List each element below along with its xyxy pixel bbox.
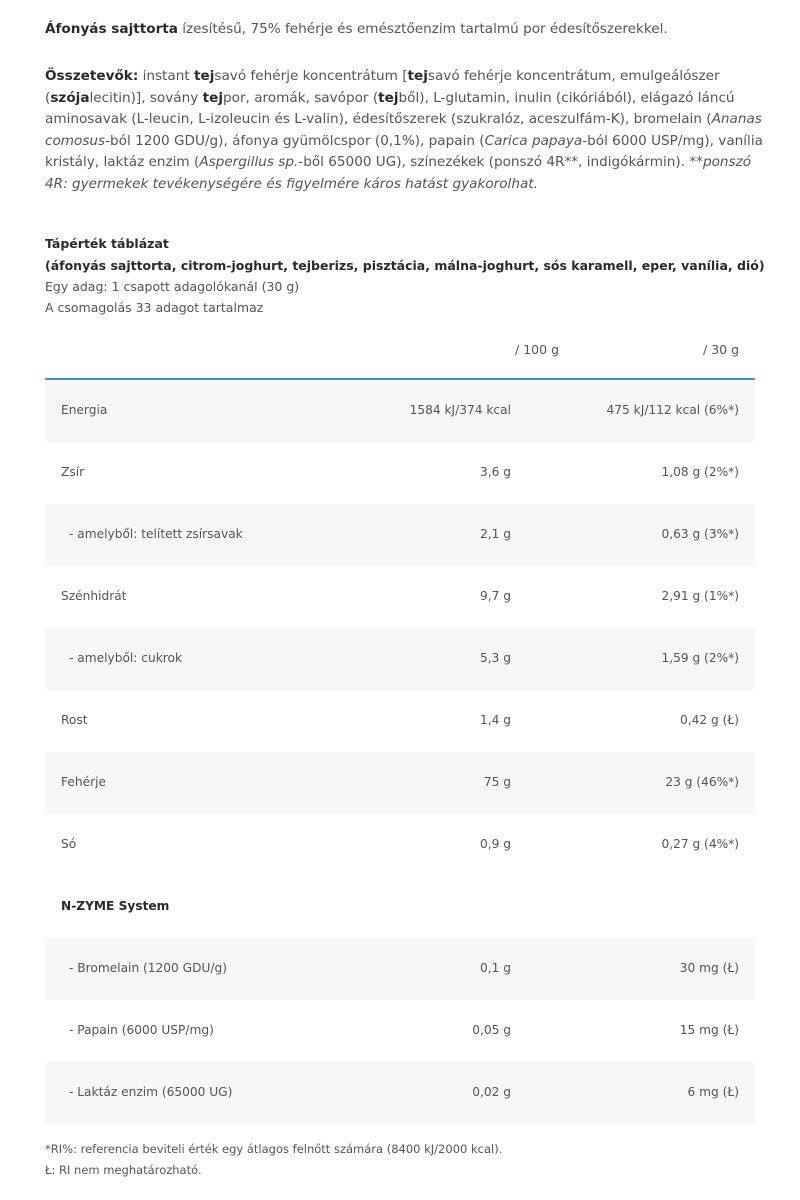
- ingredients-text: por, aromák, savópor (: [223, 89, 379, 106]
- ingredients-text: savó fehérje koncentrátum [: [214, 68, 408, 84]
- table-row: [45, 380, 755, 442]
- column-per-30g: / 30 g: [703, 342, 739, 357]
- ingredients-text: -ból 6000 USP/mg), vanília kristály, laktáz enzim (: [45, 132, 763, 170]
- value-per-100g: 1584 kJ/374 kcal: [409, 403, 511, 417]
- ingredients-text: -ból 1200 GDU/g), áfonya gyümölcspor (0,1%), papain (: [105, 132, 485, 149]
- table-row: [45, 1062, 755, 1124]
- nutrition-table: [45, 380, 755, 1124]
- row-label: Rost: [61, 713, 88, 727]
- value-per-100g: 2,1 g: [480, 527, 511, 541]
- latin-name: Ananas comosus: [45, 111, 762, 149]
- value-per-30g: 15 mg (Ł): [679, 1023, 739, 1037]
- package-servings: A csomagolás 33 adagot tartalmaz: [45, 300, 264, 315]
- table-row: [45, 1000, 755, 1062]
- nutrition-flavors: (áfonyás sajttorta, citrom-joghurt, tejberizs, pisztácia, málna-joghurt, sós karamell, eper, vanília, dió): [45, 258, 765, 273]
- allergen: tej: [407, 68, 428, 84]
- allergen: szója: [50, 89, 90, 106]
- allergen: tej: [194, 68, 215, 84]
- value-per-30g: 475 kJ/112 kcal (6%*): [606, 403, 739, 417]
- value-per-30g: 30 mg (Ł): [679, 961, 739, 975]
- allergen: tej: [378, 89, 399, 106]
- row-label: - amelyből: cukrok: [69, 651, 183, 665]
- value-per-100g: 0,9 g: [480, 837, 511, 851]
- ingredients-list: [45, 66, 765, 195]
- value-per-100g: 1,4 g: [480, 713, 511, 727]
- value-per-30g: 0,42 g (Ł): [680, 713, 739, 727]
- ingredients-text: savó fehérje koncentrátum, emulgeálószer (: [45, 68, 720, 106]
- row-label: Fehérje: [61, 775, 106, 789]
- table-row: [45, 628, 755, 690]
- row-label: - amelyből: telített zsírsavak: [69, 527, 243, 541]
- latin-name: Aspergillus sp.: [199, 154, 299, 170]
- ingredients-text: ből), L-glutamin, inulin (cikóriából), elágazó láncú aminosavak (L-leucin, L-izoleucin és L-valin), édesítőszerek (szukralóz, aceszulfám-K), bromelain (: [45, 89, 735, 127]
- value-per-30g: 0,63 g (3%*): [661, 527, 739, 541]
- ingredients-text: instant: [138, 68, 194, 84]
- value-per-100g: 5,3 g: [480, 651, 511, 665]
- latin-name: Carica papaya: [484, 132, 583, 149]
- table-row: [45, 442, 755, 504]
- table-row: [45, 690, 755, 752]
- table-row: [45, 566, 755, 628]
- section-label: N-ZYME System: [61, 899, 170, 913]
- value-per-30g: 6 mg (Ł): [687, 1085, 739, 1099]
- value-per-100g: 0,05 g: [472, 1023, 511, 1037]
- value-per-100g: 0,1 g: [480, 961, 511, 975]
- section-header-row: [45, 876, 755, 938]
- product-description: [45, 18, 760, 40]
- row-label: - Laktáz enzim (65000 UG): [69, 1085, 233, 1099]
- row-label: Só: [61, 837, 77, 851]
- value-per-100g: 9,7 g: [480, 589, 511, 603]
- table-row: [45, 504, 755, 566]
- flavor-name: Áfonyás sajttorta: [45, 21, 178, 37]
- value-per-30g: 2,91 g (1%*): [661, 589, 739, 603]
- allergen: tej: [202, 89, 224, 106]
- nutrition-table-header: [45, 338, 755, 380]
- row-label: Zsír: [61, 465, 85, 479]
- ingredients-text: -ből 65000 UG), színezékek (ponszó 4R**, indigókármin).: [298, 154, 690, 170]
- value-per-30g: 0,27 g (4%*): [661, 837, 739, 851]
- value-per-30g: 1,59 g (2%*): [661, 651, 739, 665]
- value-per-30g: 23 g (46%*): [665, 775, 739, 789]
- row-label: - Bromelain (1200 GDU/g): [69, 961, 228, 975]
- value-per-100g: 0,02 g: [472, 1085, 511, 1099]
- footnote-l: Ł: RI nem meghatározható.: [45, 1163, 202, 1177]
- row-label: Energia: [61, 403, 108, 417]
- serving-size: Egy adag: 1 csapott adagolókanál (30 g): [45, 279, 300, 294]
- nutrition-table-title: Tápérték táblázat: [45, 236, 169, 251]
- row-label: Szénhidrát: [61, 589, 127, 603]
- ingredients-text: lecitin)], sovány: [89, 89, 203, 106]
- value-per-100g: 75 g: [483, 775, 511, 789]
- value-per-100g: 3,6 g: [480, 465, 511, 479]
- table-row: [45, 752, 755, 814]
- column-per-100g: / 100 g: [515, 342, 559, 357]
- colorant-warning: **ponszó 4R: gyermekek tevékenységére és figyelmére káros hatást gyakorolhat.: [45, 154, 752, 192]
- table-row: [45, 938, 755, 1000]
- row-label: - Papain (6000 USP/mg): [69, 1023, 214, 1037]
- ingredients-label: Összetevők:: [45, 68, 139, 84]
- description-text: ízesítésű, 75% fehérje és emésztőenzim tartalmú por édesítőszerekkel.: [177, 21, 668, 37]
- table-row: [45, 814, 755, 876]
- footnote-ri: *RI%: referencia beviteli érték egy átlagos felnőtt számára (8400 kJ/2000 kcal).: [45, 1142, 503, 1156]
- value-per-30g: 1,08 g (2%*): [661, 465, 739, 479]
